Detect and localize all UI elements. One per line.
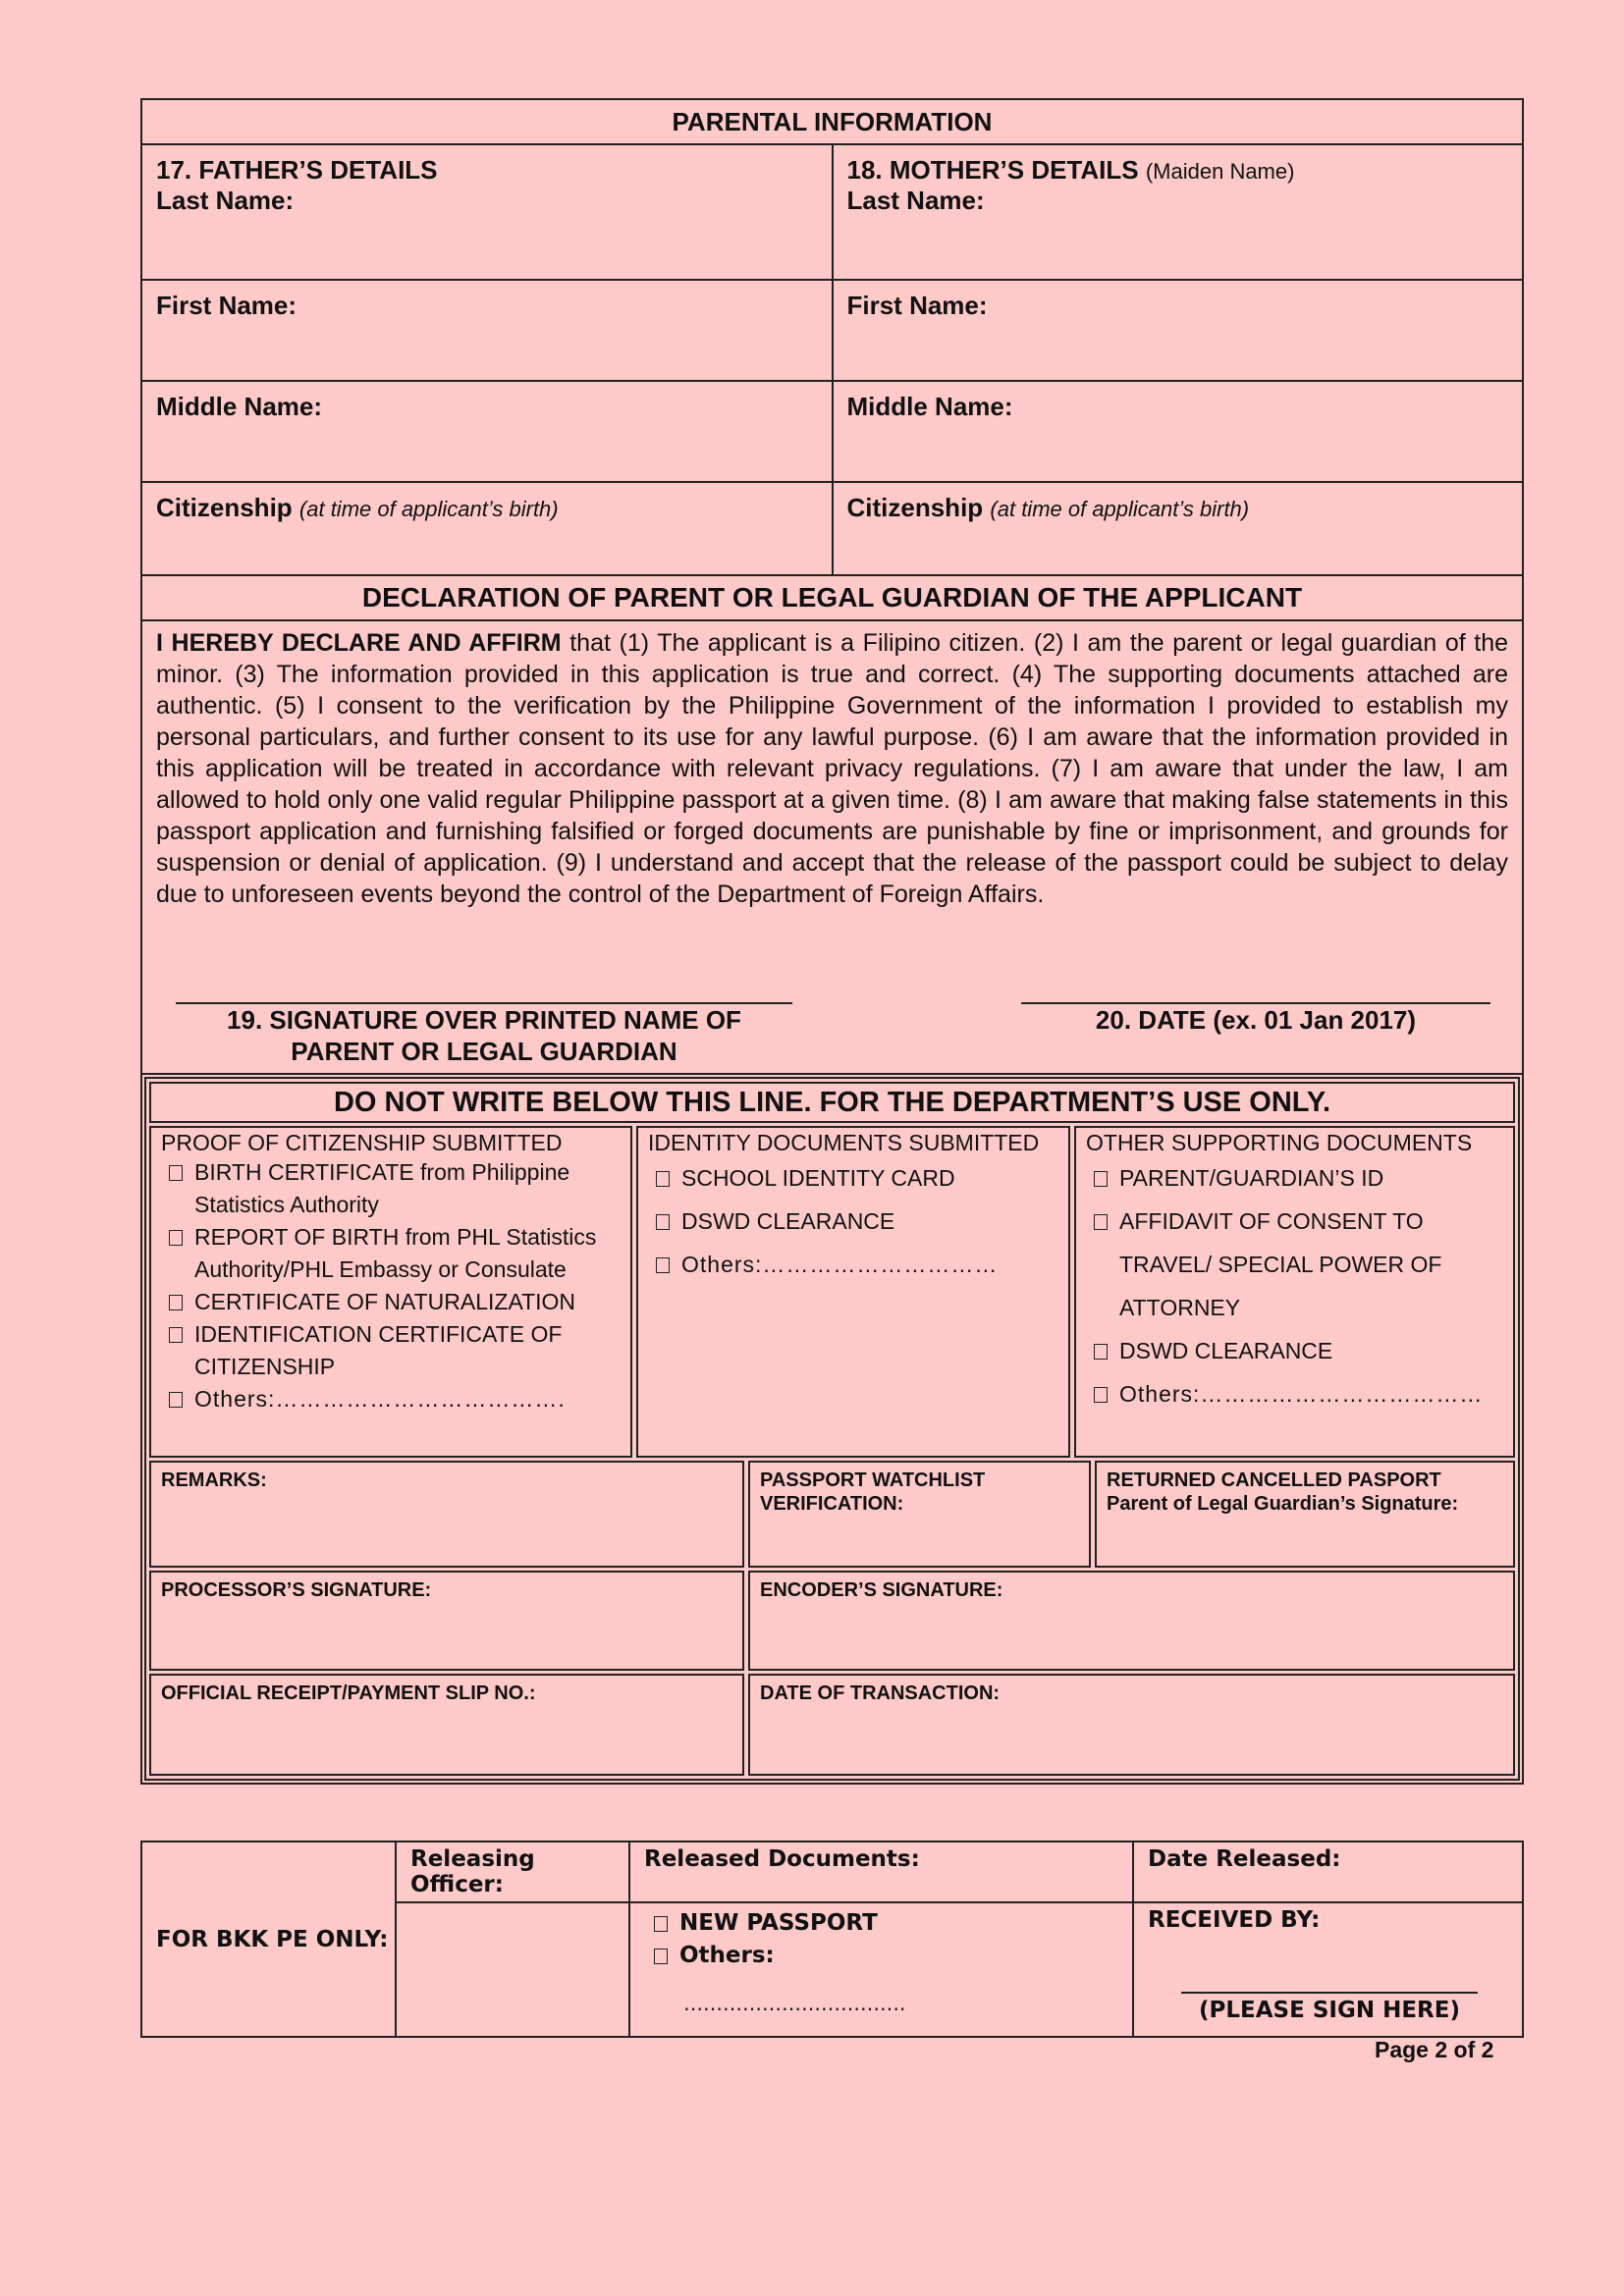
father-middle-name-field[interactable] (141, 381, 833, 482)
signature-label (176, 1004, 792, 1067)
father-last-name-field[interactable] (141, 144, 833, 280)
released-documents-label: Released Documents: (629, 1842, 1133, 1902)
proof-item-identification-certificate[interactable]: IDENTIFICATION CERTIFICATE OF CITIZENSHIP (161, 1318, 621, 1383)
released-documents-field (629, 1902, 1133, 2037)
date-label: 20. DATE (ex. 01 Jan 2017) (1095, 1005, 1417, 1035)
date-released-field[interactable]: Date Released: (1133, 1842, 1523, 1902)
others-option[interactable]: Others: (644, 1940, 1118, 1972)
mother-middle-name-label: Middle Name: (846, 392, 1013, 421)
identity-item-others[interactable]: Others:………………………… (648, 1243, 1058, 1286)
checkbox-icon[interactable] (169, 1327, 183, 1343)
parental-information-table (140, 98, 1524, 1073)
checkbox-icon[interactable] (169, 1165, 183, 1181)
mother-last-name-field[interactable] (833, 144, 1524, 280)
releasing-officer-label: Releasing Officer: (396, 1842, 629, 1902)
declaration-body: that (1) The applicant is a Filipino citizen. (2) I am the parent or legal guardian of the minor. (3) The information provided in this application is true and correct. (4) The supporting documents attached are authentic. (5) I consent to the verification by the Philippine Government of the information I provided to establish my personal particulars, and further consent to its use for any lawful purpose. (6) I am aware that the information provided in this application will be treated in accordance with relevant privacy regulations. (7) I am aware that under the law, I am allowed to hold only one valid regular Philippine passport at a given time. (8) I am aware that making false statements in this passport application and furnishing falsified or forged documents are punishable by fine or imprisonment, and grounds for suspension or denial of application. (9) I understand and accept that the release of the passport could be subject to delay due to unforeseen events beyond the control of the Department of Foreign Affairs. (156, 629, 1509, 908)
father-middle-name-label: Middle Name: (156, 392, 323, 421)
signature-label-line-2: PARENT OR LEGAL GUARDIAN (291, 1037, 677, 1066)
father-citizenship-field[interactable] (141, 482, 833, 575)
checkbox-icon[interactable] (656, 1214, 670, 1230)
watchlist-verification-field[interactable]: PASSPORT WATCHLIST VERIFICATION: (748, 1461, 1091, 1568)
other-item-dswd[interactable]: DSWD CLEARANCE (1086, 1329, 1503, 1372)
official-receipt-field[interactable]: OFFICIAL RECEIPT/PAYMENT SLIP NO.: (149, 1674, 744, 1776)
mother-middle-name-field[interactable] (833, 381, 1524, 482)
mother-last-name-label: Last Name: (846, 186, 985, 215)
identity-item-dswd[interactable]: DSWD CLEARANCE (648, 1200, 1058, 1243)
documents-row (149, 1126, 1515, 1458)
department-use-section (140, 1073, 1524, 1785)
checkbox-icon[interactable] (656, 1171, 670, 1187)
page-number: Page 2 of 2 (1375, 2037, 1494, 2062)
other-item-guardian-id[interactable]: PARENT/GUARDIAN’S ID (1086, 1156, 1503, 1200)
proof-item-others[interactable]: Others:………………………………. (161, 1383, 621, 1415)
department-use-title: DO NOT WRITE BELOW THIS LINE. FOR THE DEPARTMENT’S USE ONLY. (149, 1082, 1515, 1123)
father-first-name-label: First Name: (156, 291, 298, 320)
please-sign-label: (PLEASE SIGN HERE) (1199, 1998, 1460, 2023)
declaration-section (141, 620, 1523, 1073)
checkbox-icon[interactable] (1094, 1171, 1108, 1187)
receiver-signature-line[interactable] (1181, 1992, 1478, 1994)
mother-first-name-field[interactable] (833, 280, 1524, 381)
received-by-field[interactable]: RECEIVED BY: (PLEASE SIGN HERE) (1133, 1902, 1523, 2037)
receipt-row (149, 1674, 1515, 1776)
proof-item-birth-certificate[interactable]: BIRTH CERTIFICATE from Philippine Statistics Authority (161, 1156, 621, 1221)
bkk-label: FOR BKK PE ONLY: (141, 1842, 396, 2037)
father-citizenship-label: Citizenship (156, 493, 293, 522)
form-page (140, 98, 1524, 1785)
checkbox-icon[interactable] (1094, 1344, 1108, 1360)
proof-item-report-of-birth[interactable]: REPORT OF BIRTH from PHL Statistics Authority/PHL Embassy or Consulate (161, 1221, 621, 1286)
identity-documents-title: IDENTITY DOCUMENTS SUBMITTED (648, 1130, 1040, 1155)
checkbox-icon[interactable] (169, 1230, 183, 1246)
bkk-release-table (140, 1841, 1524, 2038)
encoder-signature-field[interactable]: ENCODER’S SIGNATURE: (748, 1571, 1515, 1671)
signature-label-line-1: 19. SIGNATURE OVER PRINTED NAME OF (227, 1005, 741, 1035)
others-dotted-line[interactable]: ……………………………. (683, 1992, 906, 2015)
maiden-name-note: (Maiden Name) (1145, 159, 1295, 184)
identity-documents-box (636, 1126, 1070, 1458)
remarks-field[interactable]: REMARKS: (149, 1461, 744, 1568)
signature-area (142, 910, 1522, 1073)
remarks-row (149, 1461, 1515, 1568)
checkbox-icon[interactable] (169, 1295, 183, 1310)
other-supporting-documents-title: OTHER SUPPORTING DOCUMENTS (1086, 1130, 1473, 1155)
returned-passport-field[interactable]: RETURNED CANCELLED PASPORT Parent of Legal Guardian’s Signature: (1095, 1461, 1515, 1568)
other-item-affidavit[interactable]: AFFIDAVIT OF CONSENT TO TRAVEL/ SPECIAL POWER OF ATTORNEY (1086, 1200, 1503, 1329)
mother-first-name-label: First Name: (846, 291, 988, 320)
declaration-lead: I HEREBY DECLARE AND AFFIRM (156, 629, 562, 657)
checkbox-icon[interactable] (1094, 1387, 1108, 1403)
checkbox-icon[interactable] (1094, 1214, 1108, 1230)
proof-item-naturalization[interactable]: CERTIFICATE OF NATURALIZATION (161, 1286, 621, 1318)
checkbox-icon[interactable] (169, 1392, 183, 1408)
other-supporting-documents-box (1074, 1126, 1515, 1458)
transaction-date-field[interactable]: DATE OF TRANSACTION: (748, 1674, 1515, 1776)
checkbox-icon[interactable] (654, 1949, 668, 1964)
other-item-others[interactable]: Others:……………………………… (1086, 1372, 1503, 1415)
checkbox-icon[interactable] (656, 1257, 670, 1273)
checkbox-icon[interactable] (654, 1916, 668, 1932)
mother-citizenship-field[interactable] (833, 482, 1524, 575)
declaration-text (142, 621, 1522, 910)
father-citizenship-note: (at time of applicant’s birth) (298, 497, 559, 521)
releasing-officer-field[interactable] (396, 1902, 629, 2037)
father-details-title: 17. FATHER’S DETAILS (156, 155, 438, 185)
proof-of-citizenship-title: PROOF OF CITIZENSHIP SUBMITTED (161, 1130, 563, 1155)
proof-of-citizenship-box (149, 1126, 632, 1458)
father-first-name-field[interactable] (141, 280, 833, 381)
signatures-row (149, 1571, 1515, 1671)
identity-item-school-id[interactable]: SCHOOL IDENTITY CARD (648, 1156, 1058, 1200)
new-passport-option[interactable]: NEW PASSPORT (644, 1907, 1118, 1940)
mother-citizenship-label: Citizenship (846, 493, 984, 522)
bkk-release-section (140, 1841, 1524, 2038)
father-last-name-label: Last Name: (156, 186, 295, 215)
mother-details-title: 18. MOTHER’S DETAILS (846, 155, 1139, 185)
declaration-title: DECLARATION OF PARENT OR LEGAL GUARDIAN OF THE APPLICANT (141, 575, 1523, 620)
parental-information-header: PARENTAL INFORMATION (141, 99, 1523, 144)
processor-signature-field[interactable]: PROCESSOR’S SIGNATURE: (149, 1571, 744, 1671)
mother-citizenship-note: (at time of applicant’s birth) (990, 497, 1250, 521)
